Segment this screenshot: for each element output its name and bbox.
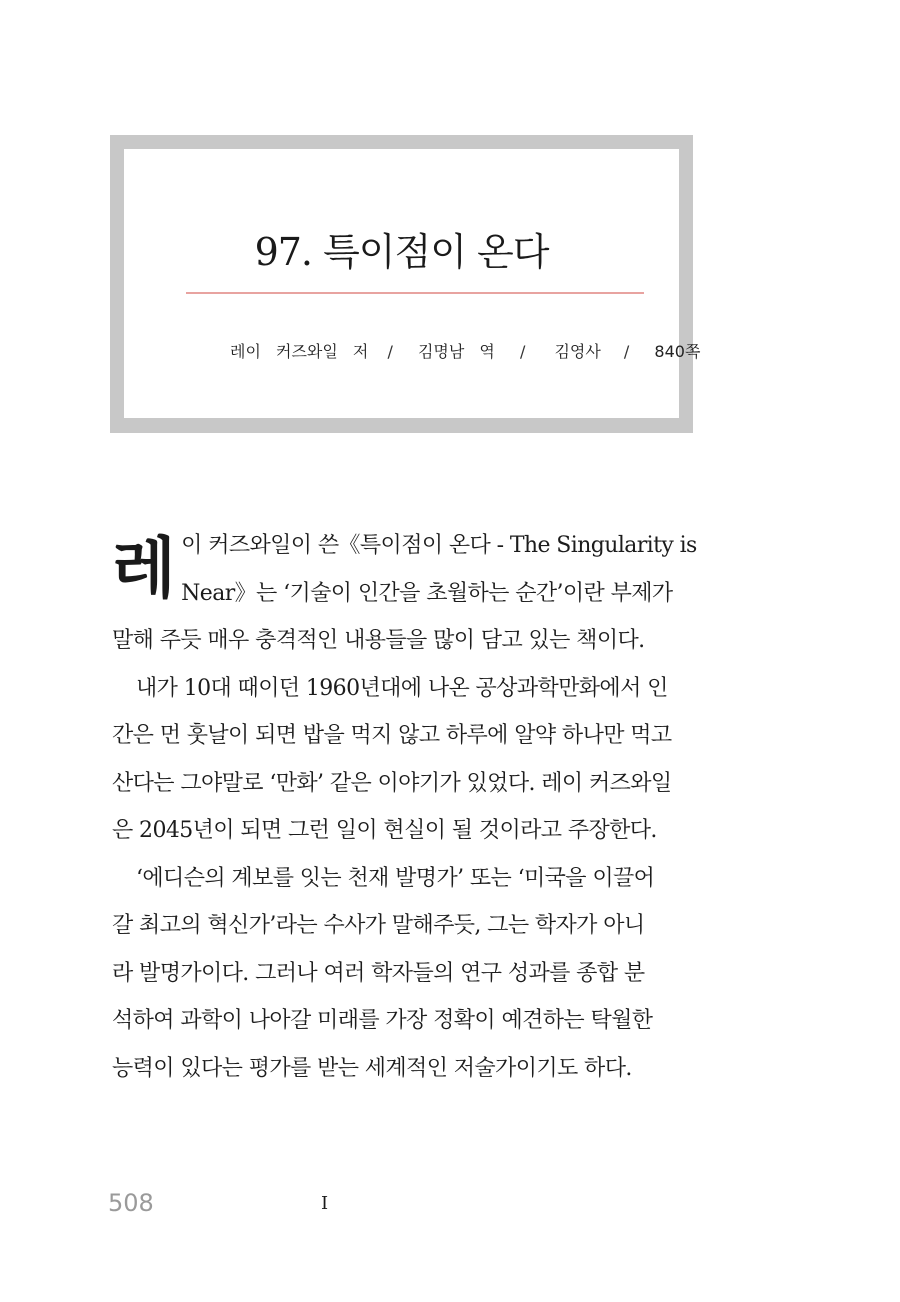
text-line: 간은 먼 훗날이 되면 밥을 먹지 않고 하루에 알약 하나만 먹고: [112, 723, 672, 748]
drop-cap: 레: [112, 530, 176, 607]
text-line: 능력이 있다는 평가를 받는 세계적인 저술가이기도 하다.: [112, 1055, 632, 1081]
book-translator: 김명남 역: [417, 342, 495, 361]
text-line: 말해 주듯 매우 충격적인 내용들을 많이 담고 있는 책이다.: [112, 628, 645, 653]
text-line: 석하여 과학이 나아갈 미래를 가장 정확이 예견하는 탁월한: [112, 1008, 653, 1033]
text-line: ‘에디슨의 계보를 잇는 천재 발명가’ 또는 ‘미국을 이끌어: [136, 865, 655, 891]
text-line: 산다는 그야말로 ‘만화’ 같은 이야기가 있었다. 레이 커즈와일: [112, 770, 672, 796]
book-author: 레이 커즈와일 저: [230, 342, 369, 361]
text-line: 라 발명가이다. 그러나 여러 학자들의 연구 성과를 종합 분: [112, 960, 645, 986]
text-line: 은 2045년이 되면 그런 일이 현실이 될 것이라고 주장한다.: [112, 818, 657, 843]
book-publisher: 김영사: [554, 342, 601, 361]
text-line: Near》는 ‘기술이 인간을 초월하는 순간’이란 부제가: [181, 580, 673, 606]
title-box-inner: [124, 149, 679, 418]
page-mark: I: [321, 1193, 329, 1214]
body-text: [112, 522, 697, 1092]
paragraph-1: [112, 522, 697, 665]
paragraph-2: [112, 665, 692, 855]
text-line: 내가 10대 때이던 1960년대에 나온 공상과학만화에서 인: [136, 675, 668, 701]
page-number: 508: [108, 1189, 154, 1217]
separator: /: [519, 342, 526, 361]
book-info: [230, 339, 700, 362]
title-box: [110, 135, 693, 433]
title-divider: [186, 292, 644, 294]
text-line: 갈 최고의 혁신가’라는 수사가 말해주듯, 그는 학자가 아니: [112, 913, 645, 938]
book-pages: 840쪽: [654, 342, 701, 361]
separator: /: [623, 342, 630, 361]
separator: /: [387, 342, 393, 361]
paragraph-3: [112, 855, 692, 1093]
text-line: 이 커즈와일이 쓴《특이점이 온다 - The Singularity is: [181, 533, 697, 558]
chapter-title: 97. 특이점이 온다: [254, 230, 549, 274]
